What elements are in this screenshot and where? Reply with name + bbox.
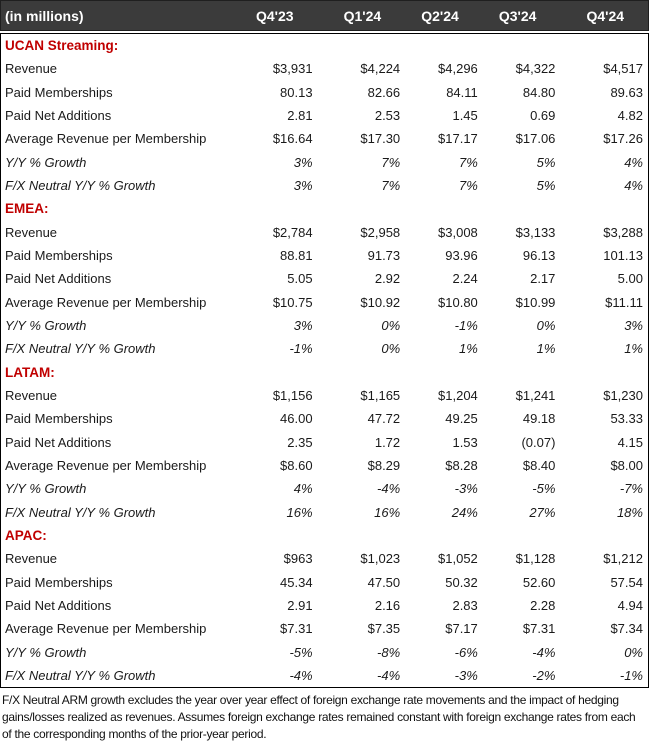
row-label: Average Revenue per Membership <box>5 621 207 637</box>
unit-label: (in millions) <box>5 7 84 24</box>
value-cell: 2.91 <box>287 598 313 614</box>
value-cell: $963 <box>283 551 313 567</box>
value-cell: 2.24 <box>452 271 478 287</box>
quarter-header: Q1'24 <box>343 7 382 24</box>
value-cell: 101.13 <box>603 248 643 264</box>
region-title: EMEA: <box>5 201 49 217</box>
value-cell: 2.53 <box>374 108 401 124</box>
value-cell: $3,931 <box>272 61 313 77</box>
value-cell: $1,052 <box>438 551 478 567</box>
value-cell: 84.80 <box>522 84 556 100</box>
value-cell: 16% <box>374 504 401 520</box>
value-cell: $3,133 <box>515 224 556 240</box>
value-cell: 16% <box>286 504 313 520</box>
value-cell: 1.45 <box>452 108 478 124</box>
value-cell: 1.72 <box>374 434 401 450</box>
value-cell: 5% <box>536 154 556 170</box>
value-cell: 18% <box>616 504 643 520</box>
table-row <box>1 81 648 104</box>
value-cell: $4,296 <box>438 61 478 77</box>
quarter-header: Q3'24 <box>498 7 537 24</box>
value-cell: $1,156 <box>272 388 313 404</box>
table-row <box>1 594 648 617</box>
table-row <box>1 174 648 197</box>
value-cell: 7% <box>458 154 478 170</box>
value-cell: $16.64 <box>272 131 313 147</box>
value-cell: 80.13 <box>280 84 313 100</box>
value-cell: 2.81 <box>287 108 313 124</box>
value-cell: 0% <box>381 341 401 357</box>
value-cell: $1,165 <box>360 388 401 404</box>
value-cell: 2.17 <box>530 271 556 287</box>
value-cell: $7.31 <box>280 621 313 637</box>
value-cell: 1% <box>624 341 643 357</box>
value-cell: 5% <box>536 178 556 194</box>
value-cell: 96.13 <box>522 248 556 264</box>
value-cell: 49.18 <box>522 411 556 427</box>
region-title: UCAN Streaming: <box>5 37 119 53</box>
value-cell: 24% <box>451 504 478 520</box>
value-cell: $10.92 <box>360 294 401 310</box>
value-cell: 3% <box>293 318 313 334</box>
table-row <box>1 454 648 477</box>
value-cell: 2.83 <box>452 598 478 614</box>
value-cell: 84.11 <box>446 84 478 100</box>
row-label: Revenue <box>5 61 58 77</box>
table-row <box>1 57 648 80</box>
value-cell: 3% <box>293 178 313 194</box>
value-cell: 46.00 <box>280 411 313 427</box>
value-cell: $1,212 <box>603 551 643 567</box>
value-cell: $1,241 <box>515 388 556 404</box>
value-cell: 4.15 <box>617 434 643 450</box>
value-cell: 5.00 <box>617 271 643 287</box>
value-cell: $2,958 <box>360 224 401 240</box>
value-cell: -1% <box>619 668 643 684</box>
value-cell: $3,288 <box>603 224 643 240</box>
value-cell: 88.81 <box>280 248 313 264</box>
value-cell: 3% <box>293 154 313 170</box>
row-label: Paid Net Additions <box>5 598 112 614</box>
table-row <box>1 431 648 454</box>
row-label: Y/Y % Growth <box>5 481 87 497</box>
value-cell: $10.99 <box>515 294 556 310</box>
table-row <box>1 127 648 150</box>
table-body <box>0 33 649 688</box>
row-label: F/X Neutral Y/Y % Growth <box>5 504 156 520</box>
value-cell: 7% <box>381 154 401 170</box>
value-cell: 91.73 <box>367 248 401 264</box>
value-cell: 2.35 <box>287 434 313 450</box>
value-cell: $1,128 <box>515 551 556 567</box>
table-row <box>1 151 648 174</box>
value-cell: 3% <box>624 318 643 334</box>
region-title: APAC: <box>5 527 47 543</box>
value-cell: 4% <box>624 178 643 194</box>
quarter-header: Q4'23 <box>256 7 294 24</box>
value-cell: 4.82 <box>617 108 643 124</box>
value-cell: 1.53 <box>452 434 478 450</box>
value-cell: -4% <box>289 668 313 684</box>
table-header-row <box>0 0 649 31</box>
value-cell: $8.40 <box>522 458 556 474</box>
table-row <box>1 221 648 244</box>
table-row <box>1 384 648 407</box>
value-cell: 89.63 <box>610 84 643 100</box>
value-cell: 7% <box>458 178 478 194</box>
row-label: Paid Net Additions <box>5 434 112 450</box>
value-cell: 2.92 <box>374 271 401 287</box>
row-label: Average Revenue per Membership <box>5 294 207 310</box>
value-cell: 57.54 <box>610 574 643 590</box>
value-cell: $3,008 <box>438 224 478 240</box>
table-row <box>1 547 648 570</box>
value-cell: $8.29 <box>367 458 401 474</box>
value-cell: 82.66 <box>367 84 401 100</box>
table-row <box>1 501 648 524</box>
value-cell: 93.96 <box>445 248 478 264</box>
table-row <box>1 477 648 500</box>
row-label: Revenue <box>5 224 58 240</box>
row-label: Paid Net Additions <box>5 108 112 124</box>
value-cell: $1,204 <box>438 388 478 404</box>
value-cell: $8.00 <box>610 458 643 474</box>
value-cell: -1% <box>289 341 313 357</box>
value-cell: 45.34 <box>280 574 313 590</box>
region-section-title-row <box>1 34 648 57</box>
value-cell: $8.60 <box>280 458 313 474</box>
table-row <box>1 291 648 314</box>
value-cell: -1% <box>454 318 478 334</box>
value-cell: -5% <box>289 644 313 660</box>
row-label: Paid Memberships <box>5 84 113 100</box>
value-cell: 1% <box>536 341 556 357</box>
table-row <box>1 407 648 430</box>
value-cell: $7.31 <box>522 621 556 637</box>
value-cell: 4.94 <box>617 598 643 614</box>
quarter-header: Q4'24 <box>586 7 625 24</box>
row-label: F/X Neutral Y/Y % Growth <box>5 341 156 357</box>
value-cell: $7.35 <box>367 621 401 637</box>
value-cell: $17.26 <box>603 131 643 147</box>
row-label: F/X Neutral Y/Y % Growth <box>5 668 156 684</box>
value-cell: 0% <box>381 318 401 334</box>
value-cell: 47.72 <box>367 411 401 427</box>
value-cell: $17.06 <box>515 131 556 147</box>
value-cell: $11.11 <box>605 294 643 310</box>
value-cell: $17.30 <box>360 131 401 147</box>
table-row <box>1 664 648 687</box>
value-cell: $8.28 <box>445 458 478 474</box>
value-cell: 0% <box>624 644 643 660</box>
value-cell: -3% <box>454 668 478 684</box>
value-cell: $17.17 <box>438 131 478 147</box>
table-row <box>1 104 648 127</box>
value-cell: 52.60 <box>522 574 556 590</box>
value-cell: $2,784 <box>272 224 313 240</box>
value-cell: 47.50 <box>367 574 401 590</box>
region-section-title-row <box>1 197 648 220</box>
value-cell: $1,023 <box>360 551 401 567</box>
row-label: Y/Y % Growth <box>5 154 87 170</box>
row-label: F/X Neutral Y/Y % Growth <box>5 178 156 194</box>
row-label: Revenue <box>5 388 58 404</box>
value-cell: 2.28 <box>530 598 556 614</box>
value-cell: 49.25 <box>445 411 478 427</box>
value-cell: 53.33 <box>610 411 643 427</box>
value-cell: $7.17 <box>445 621 478 637</box>
value-cell: $4,322 <box>515 61 556 77</box>
value-cell: 5.05 <box>287 271 313 287</box>
table-row <box>1 571 648 594</box>
value-cell: -3% <box>454 481 478 497</box>
value-cell: 4% <box>293 481 313 497</box>
value-cell: 0.69 <box>530 108 556 124</box>
region-section-title-row <box>1 524 648 547</box>
row-label: Revenue <box>5 551 58 567</box>
table-row <box>1 617 648 640</box>
table-row <box>1 337 648 360</box>
row-label: Paid Memberships <box>5 411 113 427</box>
row-label: Paid Memberships <box>5 248 113 264</box>
value-cell: 1% <box>458 341 478 357</box>
value-cell: $10.75 <box>272 294 313 310</box>
footnote-text: F/X Neutral ARM growth excludes the year over year effect of foreign exchange rate movements and the impact of hedging gains/losses realized as revenues. Assumes foreign exchange rates remained constant with foreign exchange rates from each of the corresponding months of the prior-year period. <box>2 693 636 741</box>
value-cell: -4% <box>377 481 401 497</box>
table-row <box>1 267 648 290</box>
value-cell: -4% <box>377 668 401 684</box>
value-cell: $4,224 <box>360 61 401 77</box>
value-cell: 0% <box>536 318 556 334</box>
region-section-title-row <box>1 361 648 384</box>
table-row <box>1 244 648 267</box>
value-cell: 50.32 <box>445 574 478 590</box>
value-cell: $4,517 <box>603 61 643 77</box>
value-cell: $1,230 <box>603 388 643 404</box>
value-cell: -5% <box>532 481 556 497</box>
row-label: Average Revenue per Membership <box>5 458 207 474</box>
value-cell: -4% <box>532 644 556 660</box>
value-cell: 7% <box>381 178 401 194</box>
row-label: Paid Memberships <box>5 574 113 590</box>
value-cell: (0.07) <box>521 434 556 450</box>
table-row <box>1 314 648 337</box>
region-title: LATAM: <box>5 364 55 380</box>
value-cell: $7.34 <box>610 621 643 637</box>
value-cell: 2.16 <box>374 598 401 614</box>
value-cell: $10.80 <box>438 294 478 310</box>
value-cell: -8% <box>377 644 401 660</box>
value-cell: -6% <box>454 644 478 660</box>
row-label: Y/Y % Growth <box>5 318 87 334</box>
value-cell: 4% <box>624 154 643 170</box>
row-label: Average Revenue per Membership <box>5 131 207 147</box>
row-label: Y/Y % Growth <box>5 644 87 660</box>
row-label: Paid Net Additions <box>5 271 112 287</box>
value-cell: -7% <box>619 481 643 497</box>
quarter-header: Q2'24 <box>421 7 459 24</box>
value-cell: -2% <box>532 668 556 684</box>
table-row <box>1 641 648 664</box>
value-cell: 27% <box>529 504 556 520</box>
